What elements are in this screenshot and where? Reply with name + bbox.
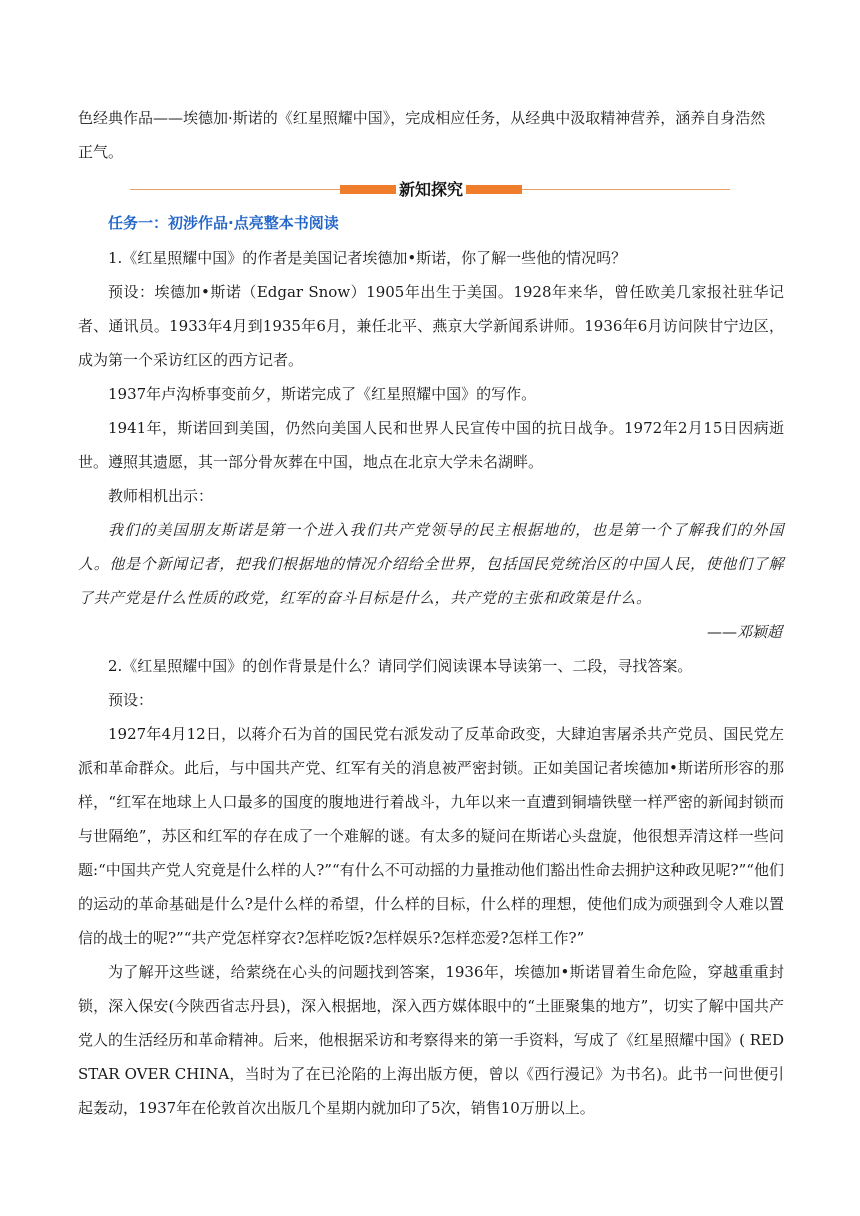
intro-line-2: 正气。 — [78, 143, 124, 161]
question-2: 2.《红星照耀中国》的创作背景是什么？请同学们阅读课本导读第一、二段，寻找答案。 — [108, 657, 693, 675]
question-1: 1.《红星照耀中国》的作者是美国记者埃德加•斯诺，你了解一些他的情况吗？ — [108, 249, 627, 267]
task1-heading: 任务一：初涉作品·点亮整本书阅读 — [108, 214, 339, 232]
section-heading: 新知探究 — [396, 177, 466, 200]
preset-label: 预设： — [108, 691, 154, 709]
quote-signature: ——邓颖超 — [706, 623, 782, 641]
paragraph-1937: 1937年卢沟桥事变前夕，斯诺完成了《红星照耀中国》的写作。 — [108, 385, 537, 403]
paragraph-1941: 1941年，斯诺回到美国，仍然向美国人民和世界人民宣传中国的抗日战争。1972年2月15日因病逝世。遵照其遗愿，其一部分骨灰葬在中国，地点在北京大学未名湖畔。 — [78, 419, 784, 471]
section-heading-banner — [130, 176, 730, 202]
quote-text: 我们的美国朋友斯诺是第一个进入我们共产党领导的民主根据地的，也是第一个了解我们的外国人。他是个新闻记者，把我们根据地的情况介绍给全世界，包括国民党统治区的中国人民，使他们了解了共产党是什么性质的政党，红军的奋斗目标是什么，共产党的主张和政策是什么。 — [78, 521, 784, 607]
background-paragraph-1936: 为了解开这些谜，给萦绕在心头的问题找到答案，1936年，埃德加•斯诺冒着生命危险，穿越重重封锁，深入保安(今陕西省志丹县)，深入根据地，深入西方媒体眼中的“土匪聚集的地方”，切实了解中国共产党人的生活经历和革命精神。后来，他根据采访和考察得来的第一手资料，写成了《红星照耀中国》( RED STAR OVER CHINA，当时为了在已沦陷的上海出版方便，曾以《西行漫记》为书名)。此书一问世便引起轰动，1937年在伦敦首次出版几个星期内就加印了5次，销售10万册以上。 — [78, 963, 784, 1117]
heading-bar-left — [340, 185, 396, 194]
heading-bar-right — [466, 185, 522, 194]
intro-line-1: 色经典作品——埃德加·斯诺的《红星照耀中国》，完成相应任务，从经典中汲取精神营养，涵养自身浩然 — [78, 109, 766, 127]
teacher-show-label: 教师相机出示： — [108, 487, 214, 505]
background-paragraph-1927: 1927年4月12日，以蒋介石为首的国民党右派发动了反革命政变，大肆迫害屠杀共产党员、国民党左派和革命群众。此后，与中国共产党、红军有关的消息被严密封锁。正如美国记者埃德加•斯诺所形容的那样，“红军在地球上人口最多的国度的腹地进行着战斗，九年以来一直遭到铜墙铁壁一样严密的新闻封锁而与世隔绝”，苏区和红军的存在成了一个难解的谜。有太多的疑问在斯诺心头盘旋，他很想弄清这样一些问题:“中国共产党人究竟是什么样的人?”“有什么不可动摇的力量推动他们豁出性命去拥护这种政见呢?”“他们的运动的革命基础是什么?是什么样的希望，什么样的目标，什么样的理想，使他们成为顽强到令人难以置信的战士的呢?”“共产党怎样穿衣?怎样吃饭?怎样娱乐?怎样恋爱?怎样工作?” — [78, 725, 785, 947]
author-intro-paragraph: 预设：埃德加•斯诺（Edgar Snow）1905年出生于美国。1928年来华，曾任欧美几家报社驻华记者、通讯员。1933年4月到1935年6月，兼任北平、燕京大学新闻系讲师。1936年6月访问陕甘宁边区，成为第一个采访红区的西方记者。 — [78, 283, 784, 369]
